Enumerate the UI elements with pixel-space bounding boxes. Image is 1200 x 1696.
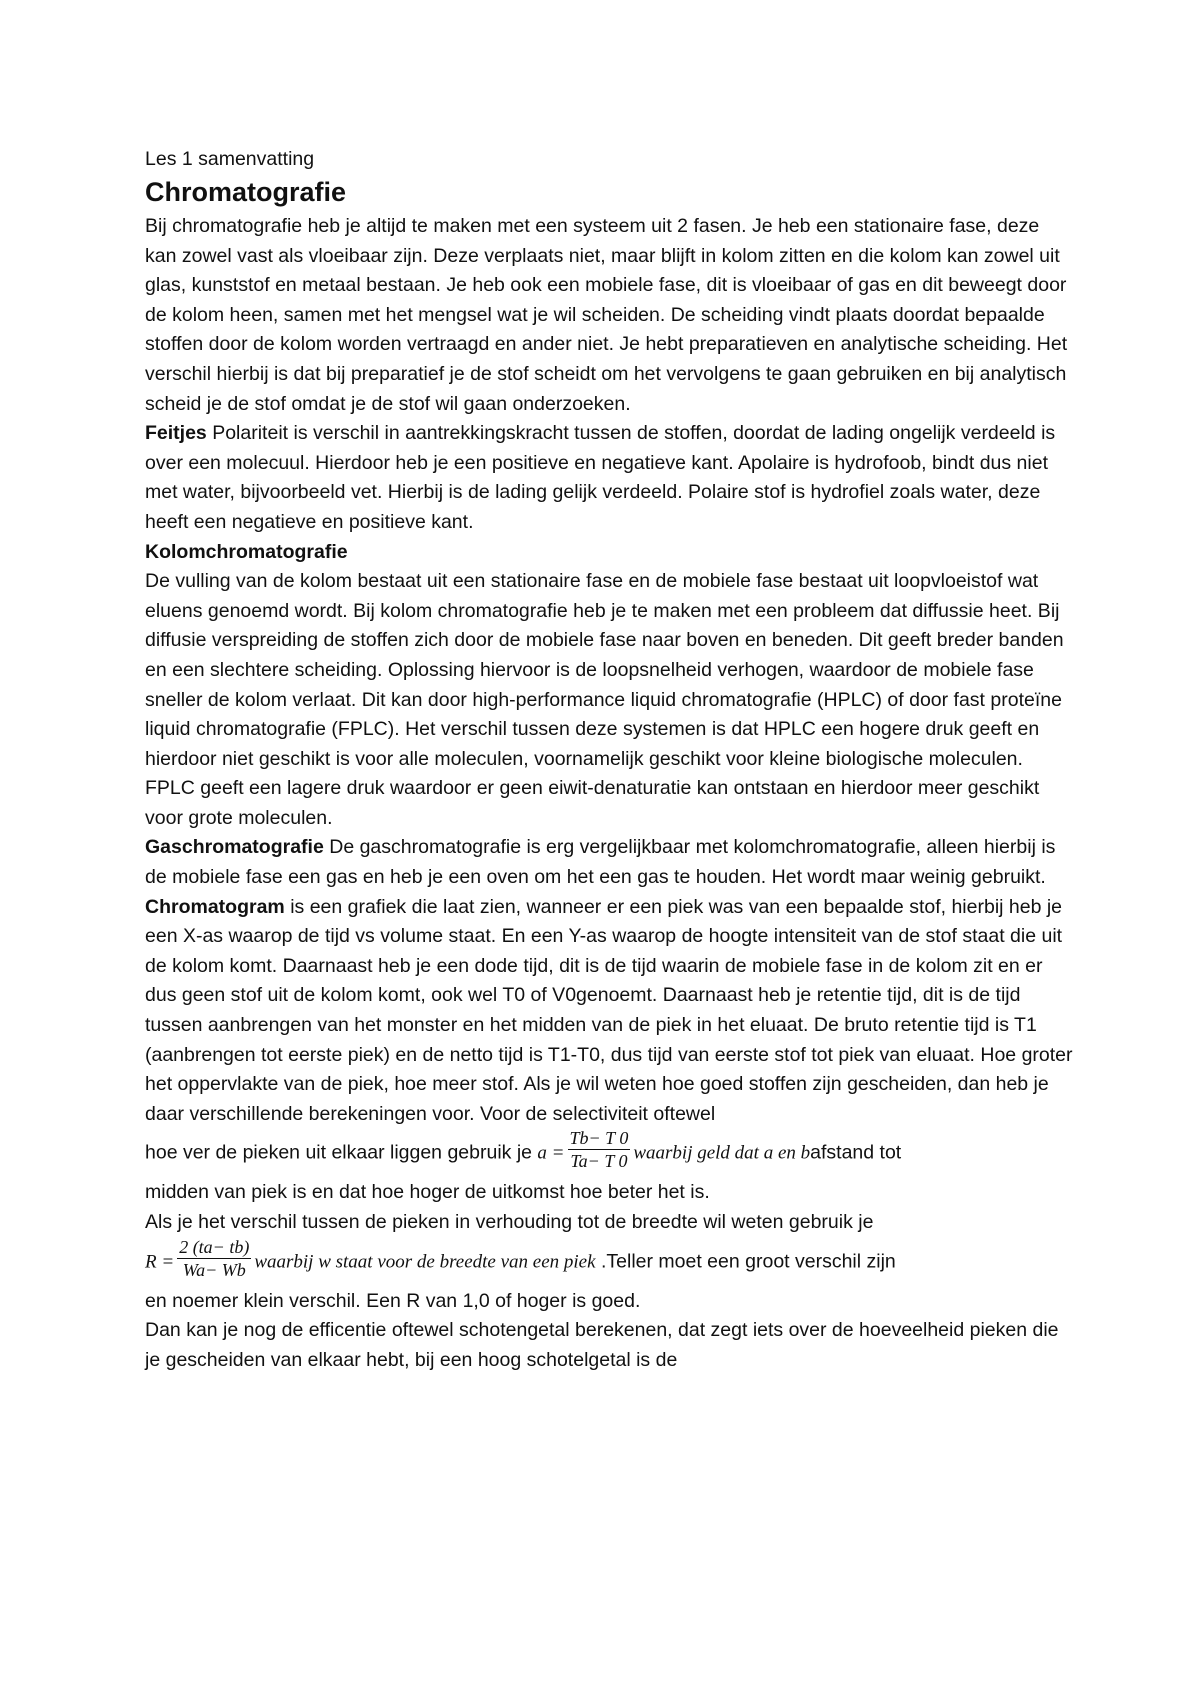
selectivity-lhs: a = [537,1143,565,1165]
document-subtitle: Les 1 samenvatting [145,148,315,170]
gas-heading: Gaschromatografie [145,836,324,859]
selectivity-fraction [568,1127,631,1172]
resolution-formula-line [145,1236,1075,1281]
kolom-paragraph [145,538,1075,834]
selectivity-lead-text: hoe ver de pieken uit elkaar liggen gebruik je [145,1142,538,1165]
resolution-math-note: waarbij w staat voor de breedte van een piek [254,1251,596,1273]
selectivity-formula-line [145,1128,1075,1172]
resolution-numerator: 2 (ta− tb) [179,1236,250,1257]
feitjes-paragraph [145,419,1075,537]
feitjes-heading: Feitjes [145,422,207,445]
selectivity-trail-text: afstand tot [810,1142,902,1165]
selectivity-math-note: waarbij geld dat a en b [633,1143,811,1165]
efficiency-paragraph: Dan kan je nog de efficentie oftewel schotengetal berekenen, dat zegt iets over de hoeveelheid pieken die je gescheiden van elkaar hebt, bij een hoog schotelgetal is de [145,1319,1059,1371]
chromatogram-heading: Chromatogram [145,895,285,918]
resolution-intro: Als je het verschil tussen de pieken in verhouding tot de breedte wil weten gebruik je [145,1211,874,1233]
kolom-text: De vulling van de kolom bestaat uit een stationaire fase en de mobiele fase bestaat uit loopvloeistof wat eluens genoemd wordt. Bij kolom chromatografie heb je te maken met een probleem dat diffussie heet. Bij diffusie verspreiding de stoffen zich door de mobiele fase naar boven en beneden. Dit geeft breder banden en een slechtere scheiding. Oplossing hiervoor is de loopsnelheid verhogen, waardoor de mobiele fase sneller de kolom verlaat. Dit kan door high-performance liquid chromatografie (HPLC) of door fast proteïne liquid chromatografie (FPLC). Het verschil tussen deze systemen is dat HPLC een hogere druk geeft en hierdoor niet geschikt is voor alle moleculen, voornamelijk geschikt voor kleine biologische moleculen. FPLC geeft een lagere druk waardoor er geen eiwit-denaturatie kan ontstaan en hierdoor meer geschikt voor grote moleculen. [145,570,1064,829]
selectivity-denominator: Ta− T 0 [570,1151,628,1172]
resolution-denominator: Wa− Wb [182,1259,246,1280]
selectivity-continuation: midden van piek is en dat hoe hoger de uitkomst hoe beter het is. [145,1181,710,1204]
document-page [145,146,1075,1375]
selectivity-numerator: Tb− T 0 [569,1128,629,1149]
gas-text: De gaschromatografie is erg vergelijkbaar met kolomchromatografie, alleen hierbij is de mobiele fase een gas en heb je een oven om het een gas te houden. Het wordt maar weinig gebruikt. [145,836,1056,889]
feitjes-text: Polariteit is verschil in aantrekkingskracht tussen de stoffen, doordat de lading ongelijk verdeeld is over een molecuul. Hierdoor heb je een positieve en negatieve kant. Apolaire is hydrofoob, bindt dus niet met water, bijvoorbeeld vet. Hierbij is de lading gelijk verdeeld. Polaire stof is hydrofiel zoals water, deze heeft een negatieve en positieve kant. [145,422,1056,533]
resolution-fraction [177,1236,251,1281]
chromatogram-paragraph [145,893,1075,1130]
chromatogram-text: is een grafiek die laat zien, wanneer er een piek was van een bepaalde stof, hierbij heb je een X-as waarop de tijd vs volume staat. En een Y-as waarop de hoogte intensiteit van de stof staat die uit de kolom komt. Daarnaast heb je een dode tijd, dit is de tijd waarin de mobiele fase in de kolom zit en er dus geen stof uit de kolom komt, ook wel T0 of V0genoemt. Daarnaast heb je retentie tijd, dit is de tijd tussen aanbrengen van het monster en het midden van de piek in het eluaat. De bruto retentie tijd is T1 (aanbrengen tot eerste piek) en de netto tijd is T1-T0, dus tijd van eerste stof tot piek van eluaat. Hoe groter het oppervlakte van de piek, hoe meer stof. Als je wil weten hoe goed stoffen zijn gescheiden, dan heb je daar verschillende berekeningen voor. Voor de selectiviteit oftewel [145,895,1073,1125]
document-title: Chromatografie [145,177,347,207]
resolution-continuation: en noemer klein verschil. Een R van 1,0 of hoger is goed. [145,1289,641,1312]
kolom-heading: Kolomchromatografie [145,540,348,563]
gas-paragraph [145,833,1075,892]
intro-paragraph: Bij chromatografie heb je altijd te maken met een systeem uit 2 fasen. Je heb een stationaire fase, deze kan zowel vast als vloeibaar zijn. Deze verplaats niet, maar blijft in kolom zitten en die kolom kan zowel uit glas, kunststof en metaal bestaan. Je heb ook een mobiele fase, dit is vloeibaar of gas en dit beweegt door de kolom heen, samen met het mengsel wat je wil scheiden. De scheiding vindt plaats doordat bepaalde stoffen door de kolom worden vertraagd en ander niet. Je hebt preparatieven en analytische scheiding. Het verschil hierbij is dat bij preparatief je de stof scheidt om het vervolgens te gaan gebruiken en bij analytisch scheid je de stof omdat je de stof wil gaan onderzoeken. [145,215,1068,415]
resolution-trail-text: .Teller moet een groot verschil zijn [595,1250,896,1273]
resolution-lhs: R = [145,1251,175,1273]
